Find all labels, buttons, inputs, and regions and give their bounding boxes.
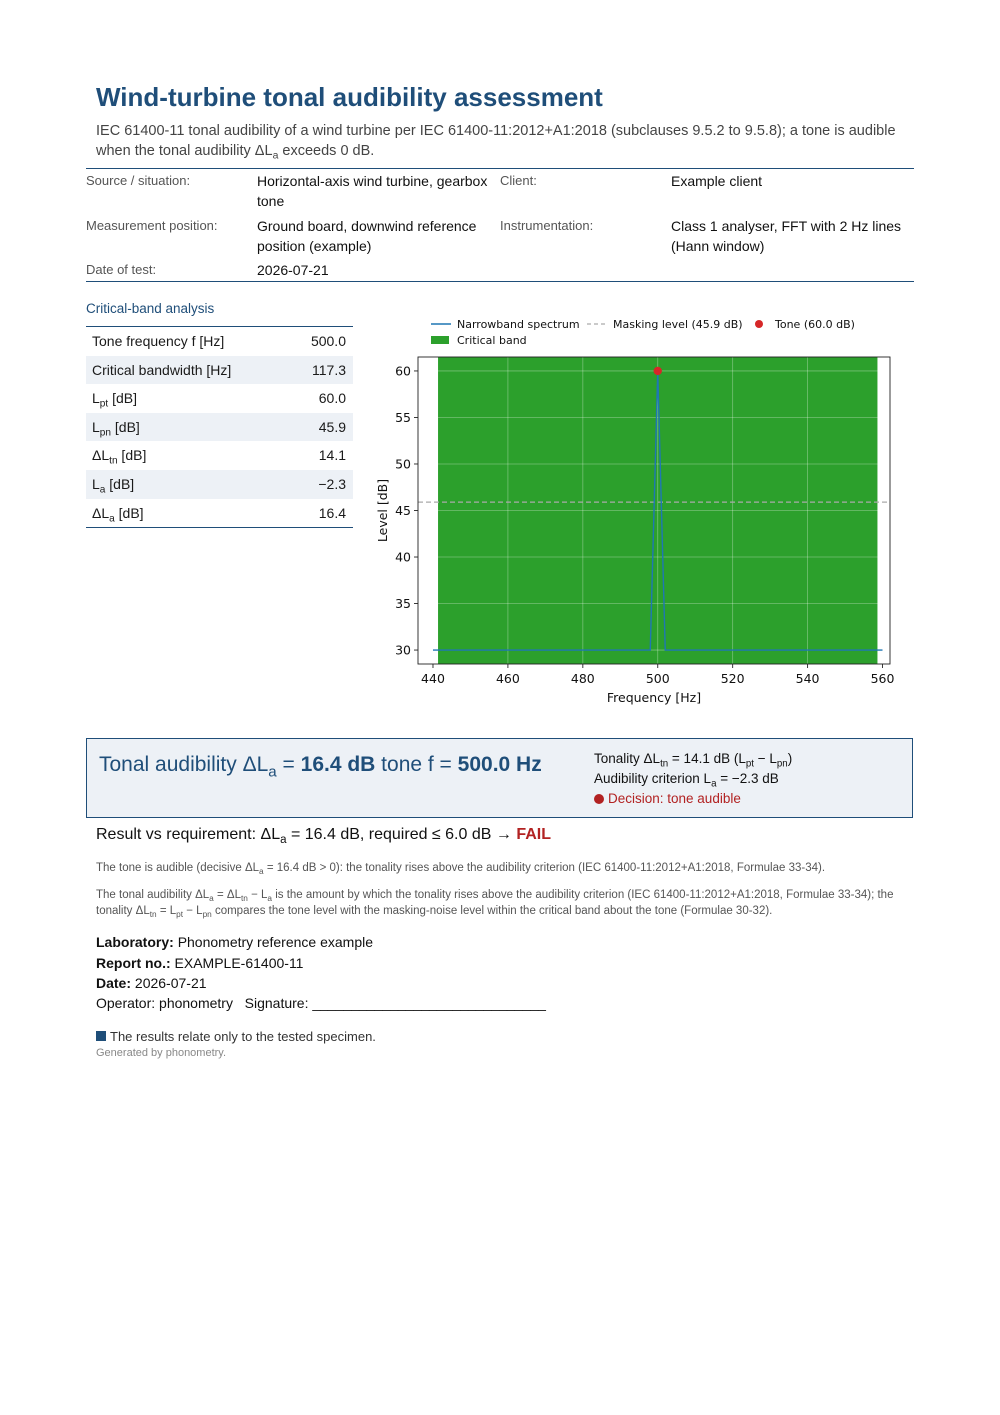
position-label: Measurement position:	[86, 218, 218, 233]
source-label: Source / situation:	[86, 173, 191, 188]
page-subtitle: IEC 61400-11 tonal audibility of a wind turbine per IEC 61400-11:2012+A1:2018 (subclauses 9.5.2 to 9.5.8); a tone is audible when the tonal audibility $\Delta L_a$ exceeds 0 dB.	[96, 123, 896, 162]
row-label: $\Delta L_a$ [dB]	[92, 504, 144, 525]
divider-meta	[86, 281, 914, 282]
criterion-line: Audibility criterion $L_a = -2.3$ dB	[594, 771, 779, 790]
x-tick-label: 440	[421, 671, 445, 686]
row-value: 14.1	[318, 447, 346, 464]
legend-masking-label: Masking level (45.9 dB)	[613, 318, 743, 331]
critical-band-table	[86, 326, 353, 528]
row-value: 60.0	[318, 390, 346, 407]
report-line: Report no.: EXAMPLE-61400-11	[96, 955, 304, 971]
table-row	[86, 441, 353, 470]
y-tick-label: 35	[395, 596, 411, 612]
legend-band-label: Critical band	[457, 334, 527, 347]
spectrum-chart	[372, 312, 897, 712]
tonality-line: Tonality $\Delta L_{tn} = 14.1$ dB $(L_{pt} - L_{pn})$	[594, 751, 793, 770]
legend-band-swatch	[431, 336, 449, 344]
tone-marker	[654, 367, 662, 375]
result-details	[594, 749, 792, 809]
x-tick-label: 480	[570, 671, 595, 686]
row-label: $\Delta L_{tn}$ [dB]	[92, 447, 147, 467]
legend-tone-label: Tone (60.0 dB)	[775, 318, 855, 331]
date-line: Date: 2026-07-21	[96, 975, 207, 991]
y-tick-label: 45	[395, 503, 411, 518]
row-label: $L_{pn}$ [dB]	[92, 418, 140, 439]
client-label: Client:	[500, 173, 537, 188]
x-tick-label: 560	[870, 671, 895, 686]
row-value: 16.4	[318, 504, 346, 521]
x-axis-label: Frequency [Hz]	[606, 690, 702, 705]
note-definition: The tonal audibility $\Delta L_a = \Delta L_{tn} - L_a$ is the amount by which the tonality rises above the audibility criterion (IEC 61400-11:2012+A1:2018, Formulae 33-34); the tonality $\Delta L_{tn} = L_{pt} - L_{pn}$ compares the tone level with the masking-noise level within the critical band about the tone (Formulae 30-32).	[96, 889, 894, 919]
result-box	[86, 738, 913, 818]
x-tick-label: 520	[720, 671, 745, 686]
square-bullet-icon	[96, 1031, 106, 1041]
y-tick-label: 40	[395, 549, 411, 565]
y-axis-label: Level [dB]	[375, 478, 390, 543]
footer-note: The results relate only to the tested specimen.	[96, 1029, 376, 1044]
row-value: −2.3	[318, 475, 346, 492]
x-tick-label: 460	[495, 671, 520, 686]
y-tick-label: 30	[395, 642, 411, 658]
table-row	[86, 384, 353, 413]
page-title: Wind-turbine tonal audibility assessment	[96, 82, 603, 112]
row-label: $L_{pt}$ [dB]	[92, 390, 137, 410]
requirement-line: Result vs requirement: $\Delta L_a = 16.4$ dB, required ≤ 6.0 dB → FAIL	[96, 826, 551, 847]
divider-top	[86, 168, 914, 169]
table-row	[86, 356, 353, 385]
row-value: 117.3	[312, 361, 346, 378]
operator-line: Operator: phonometry Signature: ______________________________	[96, 995, 546, 1011]
y-tick-label: 60	[395, 363, 411, 379]
row-label: Tone frequency f [Hz]	[92, 333, 225, 349]
position-value: Ground board, downwind reference position (example)	[257, 218, 477, 254]
source-value: Horizontal-axis wind turbine, gearbox tone	[257, 173, 488, 209]
generated-note: Generated by phonometry.	[96, 1047, 227, 1059]
critical-band-title: Critical-band analysis	[86, 301, 215, 316]
instrumentation-value: Class 1 analyser, FFT with 2 Hz lines (Hann window)	[671, 218, 902, 254]
table-row	[86, 327, 353, 356]
result-main: Tonal audibility $\Delta L_a = 16.4$ dB tone f = 500.0 Hz	[99, 753, 542, 781]
x-tick-label: 500	[645, 671, 670, 686]
table-row	[86, 413, 353, 442]
row-label: Critical bandwidth [Hz]	[92, 361, 232, 378]
instrumentation-label: Instrumentation:	[500, 218, 594, 233]
decision-line: Decision: tone audible	[594, 789, 792, 809]
table-row	[86, 470, 353, 499]
client-value: Example client	[671, 173, 763, 189]
date-label: Date of test:	[86, 262, 157, 277]
decision-dot-icon	[594, 794, 604, 804]
x-tick-label: 540	[795, 671, 820, 686]
legend-tone-swatch	[755, 320, 763, 328]
table-row	[86, 499, 353, 528]
date-value: 2026-07-21	[257, 262, 329, 278]
laboratory-line: Laboratory: Phonometry reference example	[96, 934, 374, 950]
y-tick-label: 50	[395, 456, 411, 472]
row-label: $L_a$ [dB]	[92, 475, 135, 496]
legend-spectrum-label: Narrowband spectrum	[457, 318, 580, 331]
signature-field: Signature: ______________________________	[244, 995, 546, 1011]
row-value: 500.0	[310, 333, 346, 349]
row-value: 45.9	[318, 418, 346, 435]
y-tick-label: 55	[395, 409, 411, 425]
note-decision: The tone is audible (decisive $\Delta L_a = 16.4$ dB > 0): the tonality rises above the audibility criterion (IEC 61400-11:2012+A1:2018, Formulae 33-34).	[96, 862, 826, 876]
